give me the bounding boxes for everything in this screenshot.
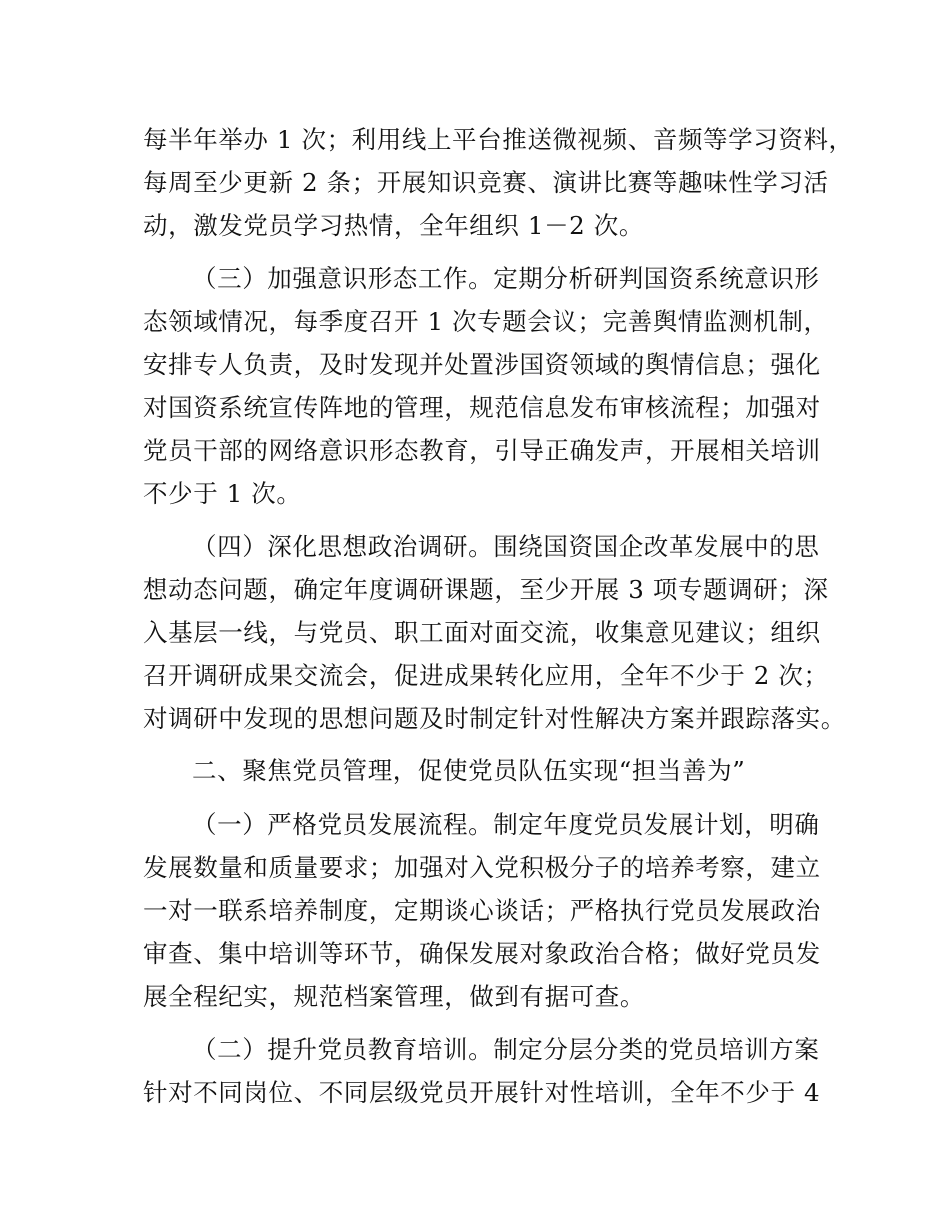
paragraph-line: 动，激发党员学习热情，全年组织 1－2 次。 xyxy=(143,211,644,240)
paragraph-line: 展全程纪实，规范档案管理，做到有据可查。 xyxy=(143,982,645,1011)
paragraph-line: 召开调研成果交流会，促进成果转化应用，全年不少于 2 次； xyxy=(143,661,829,690)
paragraph-line: 审查、集中培训等环节，确保发展对象政治合格；做好党员发 xyxy=(143,939,821,968)
paragraph-line: （一）严格党员发展流程。制定年度党员发展计划，明确 xyxy=(192,810,820,839)
paragraph-line: 态领域情况，每季度召开 1 次专题会议；完善舆情监测机制， xyxy=(143,307,829,336)
paragraph-line: 安排专人负责，及时发现并处置涉国资领域的舆情信息；强化 xyxy=(143,350,821,379)
paragraph-line: 发展数量和质量要求；加强对入党积极分子的培养考察，建立 xyxy=(143,853,821,882)
paragraph-line: 对调研中发现的思想问题及时制定针对性解决方案并跟踪落实。 xyxy=(143,704,846,733)
paragraph-line: 党员干部的网络意识形态教育，引导正确发声，开展相关培训 xyxy=(143,436,821,465)
paragraph-line: 想动态问题，确定年度调研课题，至少开展 3 项专题调研；深 xyxy=(143,575,829,604)
paragraph-line: 每半年举办 1 次；利用线上平台推送微视频、音频等学习资料， xyxy=(143,125,854,154)
paragraph-line: 入基层一线，与党员、职工面对面交流，收集意见建议；组织 xyxy=(143,618,821,647)
paragraph-line: （二）提升党员教育培训。制定分层分类的党员培训方案 xyxy=(192,1035,820,1064)
paragraph-line: 每周至少更新 2 条；开展知识竞赛、演讲比赛等趣味性学习活 xyxy=(143,168,829,197)
paragraph-line: （三）加强意识形态工作。定期分析研判国资系统意识形 xyxy=(192,264,820,293)
paragraph-line: 对国资系统宣传阵地的管理，规范信息发布审核流程；加强对 xyxy=(143,393,821,422)
paragraph-line: 不少于 1 次。 xyxy=(143,479,302,508)
paragraph-line: （四）深化思想政治调研。围绕国资国企改革发展中的思 xyxy=(192,532,820,561)
paragraph-line: 针对不同岗位、不同层级党员开展针对性培训，全年不少于 4 xyxy=(143,1078,821,1107)
section-heading: 二、聚焦党员管理，促使党员队伍实现“担当善为” xyxy=(192,756,746,785)
paragraph-line: 一对一联系培养制度，定期谈心谈话；严格执行党员发展政治 xyxy=(143,896,821,925)
